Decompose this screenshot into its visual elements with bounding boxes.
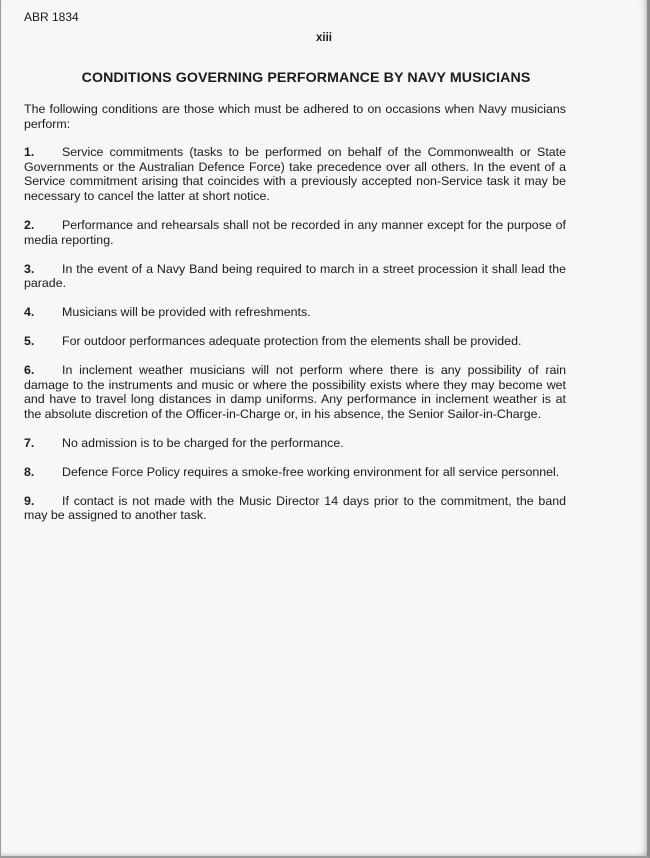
condition-item-2 — [24, 218, 566, 247]
page-number: xiii — [316, 32, 332, 44]
condition-number: 1. — [24, 145, 35, 160]
condition-number: 5. — [24, 334, 35, 349]
page-title: CONDITIONS GOVERNING PERFORMANCE BY NAVY MUSICIANS — [81, 70, 531, 86]
condition-item-3 — [24, 262, 566, 291]
condition-item-1 — [24, 145, 566, 203]
condition-text: Musicians will be provided with refreshments. — [62, 305, 311, 320]
condition-number: 7. — [24, 435, 35, 450]
condition-text: Performance and rehearsals shall not be recorded in any manner except for the purpose of media reporting. — [24, 217, 566, 247]
condition-text: Defence Force Policy requires a smoke-free working environment for all service personnel. — [62, 464, 560, 479]
condition-number: 8. — [24, 464, 35, 479]
condition-item-7 — [24, 436, 566, 451]
condition-text: In inclement weather musicians will not perform where there is any possibility of rain damage to the instruments and music or where the possibility exists where they may become wet and have to travel long distances in damp uniforms. Any performance in inclement weather is at the absolute discretion of the Officer-in-Charge or, in his absence, the Senior Sailor-in-Charge. — [24, 363, 566, 421]
condition-item-8 — [24, 465, 566, 480]
condition-number: 3. — [24, 261, 35, 276]
condition-text: Service commitments (tasks to be performed on behalf of the Commonwealth or State Governments or the Australian Defence Force) take precedence over all others. In the event of a Service commitment arising that coincides with a previously accepted non-Service task it may be necessary to cancel the latter at short notice. — [24, 145, 566, 203]
condition-item-9 — [24, 494, 566, 523]
intro-paragraph: The following conditions are those which must be adhered to on occasions when Navy musicians perform: — [24, 102, 566, 131]
condition-text: In the event of a Navy Band being required to march in a street procession it shall lead the parade. — [24, 261, 566, 291]
condition-item-4 — [24, 305, 566, 320]
condition-item-6 — [24, 363, 566, 421]
condition-text: No admission is to be charged for the performance. — [62, 435, 344, 450]
document-code: ABR 1834 — [24, 10, 79, 24]
conditions-body — [24, 102, 566, 537]
condition-number: 9. — [24, 493, 35, 508]
condition-text: If contact is not made with the Music Director 14 days prior to the commitment, the band may be assigned to another task. — [24, 493, 566, 523]
condition-item-5 — [24, 334, 566, 349]
condition-number: 2. — [24, 217, 35, 232]
condition-number: 4. — [24, 305, 35, 320]
condition-text: For outdoor performances adequate protection from the elements shall be provided. — [62, 334, 522, 349]
condition-number: 6. — [24, 363, 35, 378]
